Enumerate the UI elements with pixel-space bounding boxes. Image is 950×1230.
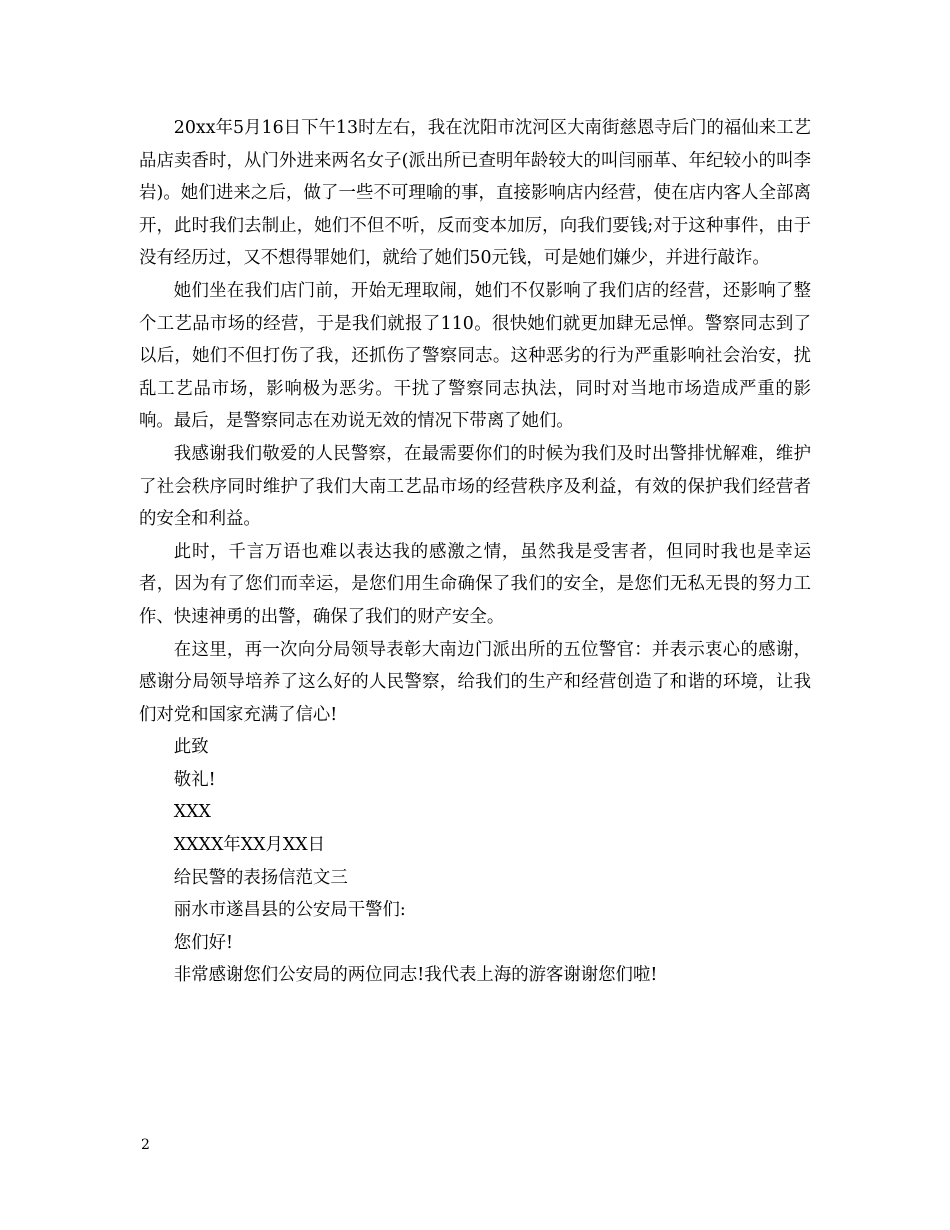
closing-regards: 敬礼! — [173, 769, 216, 790]
letter-greeting: 您们好! — [173, 932, 233, 953]
closing-salutation: 此致 — [173, 737, 209, 758]
page-number: 2 — [141, 1137, 150, 1153]
paragraph-gratitude: 我感谢我们敬爱的人民警察，在最需要你们的时候为我们及时出警排忧解难，维护了社会秩序同时维护了我们大南工艺品市场的经营秩序及利益，有效的保护我们经营者的安全和利益。 — [139, 443, 811, 530]
letter-recipient: 丽水市遂昌县的公安局干警们: — [173, 900, 406, 921]
paragraph-incident: 20xx年5月16日下午13时左右，我在沈阳市沈河区大南街慈恩寺后门的福仙来工艺品店卖香时，从门外进来两名女子(派出所已查明年龄较大的叫闫丽革、年纪较小的叫李岩)。她们进来之后，做了一些不可理喻的事，直接影响店内经营，使在店内客人全部离开，此时我们去制止，她们不但不听，反而变本加厉，向我们要钱;对于这种事件，由于没有经历过，又不想得罪她们，就给了她们50元钱，可是她们嫌少，并进行敲诈。 — [139, 118, 811, 269]
letter-body — [139, 112, 811, 992]
signature-date: XXXX年XX月XX日 — [173, 835, 326, 856]
letter-opening-line: 非常感谢您们公安局的两位同志!我代表上海的游客谢谢您们啦! — [173, 965, 658, 986]
paragraph-commendation: 在这里，再一次向分局领导表彰大南边门派出所的五位警官：并表示衷心的感谢，感谢分局领导培养了这么好的人民警察，给我们的生产和经营创造了和谐的环境，让我们对党和国家充满了信心! — [139, 639, 811, 725]
paragraph-thanks: 此时，千言万语也难以表达我的感激之情，虽然我是受害者，但同时我也是幸运者，因为有了您们而幸运，是您们用生命确保了我们的安全，是您们无私无畏的努力工作、快速神勇的出警，确保了我们的财产安全。 — [139, 541, 811, 627]
section-heading: 给民警的表扬信范文三 — [173, 867, 348, 888]
paragraph-police-arrival: 她们坐在我们店门前，开始无理取闹，她们不仅影响了我们店的经营，还影响了整个工艺品市场的经营，于是我们就报了110。很快她们就更加肆无忌惮。警察同志到了以后，她们不但打伤了我，还抓伤了警察同志。这种恶劣的行为严重影响社会治安，扰乱工艺品市场，影响极为恶劣。干扰了警察同志执法，同时对当地市场造成严重的影响。最后，是警察同志在劝说无效的情况下带离了她们。 — [139, 280, 811, 432]
signature-name: XXX — [173, 802, 211, 823]
